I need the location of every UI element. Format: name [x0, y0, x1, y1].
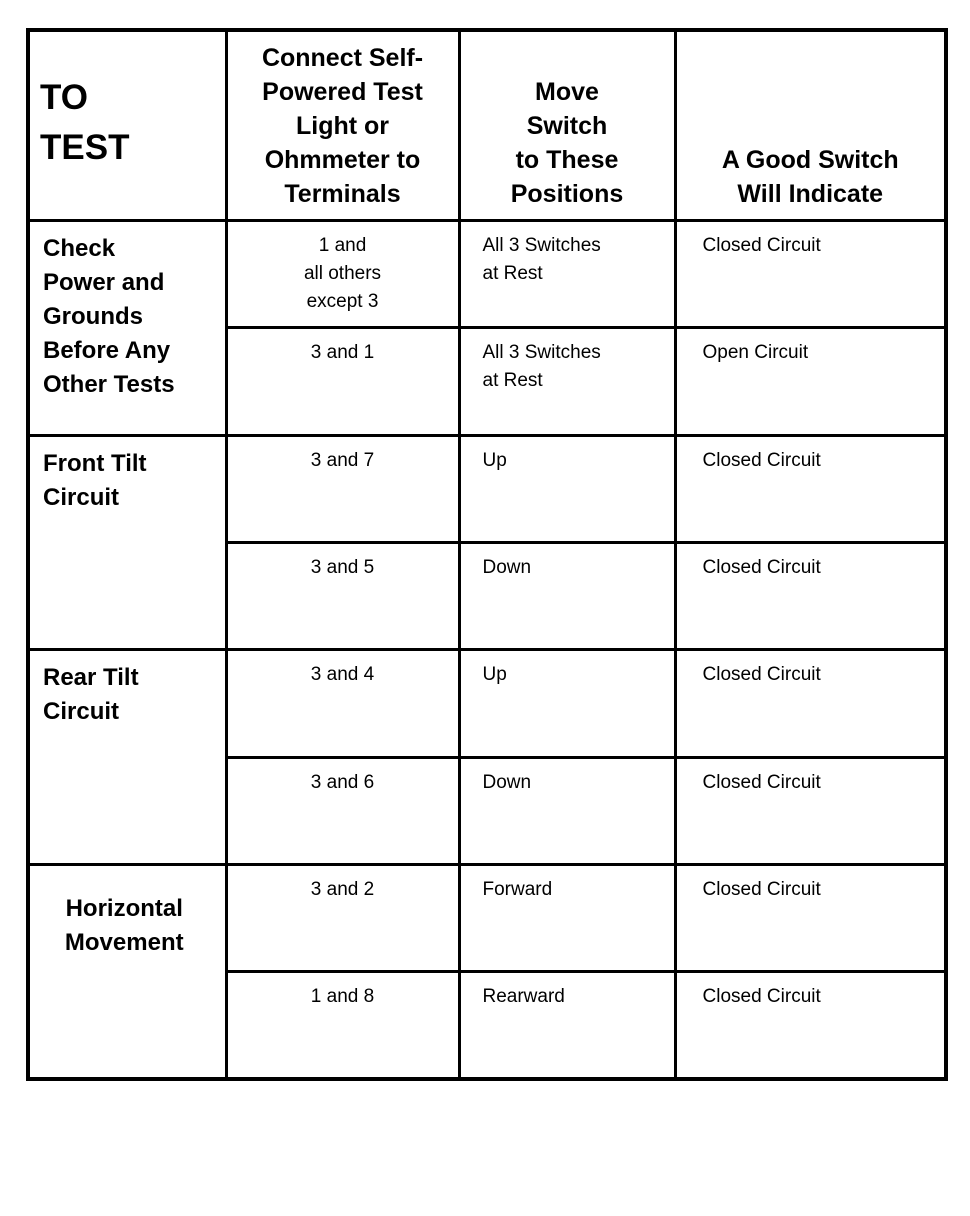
header-text-line: to These: [515, 146, 619, 175]
header-text-line: TEST: [40, 127, 130, 167]
header-text-line: Powered Test: [262, 78, 423, 107]
terminals-line: except 3: [306, 291, 379, 313]
header-row: [28, 30, 946, 221]
header-text-line: Switch: [526, 112, 608, 141]
group-label-line: Movement: [64, 928, 184, 956]
indication-cell: Closed Circuit: [675, 972, 946, 1079]
header-text-line: Will Indicate: [737, 180, 884, 209]
group-label-line: Circuit: [43, 698, 120, 726]
indication-cell: Closed Circuit: [675, 221, 946, 328]
group-label-line: Power and: [43, 269, 165, 297]
header-text-line: TO: [40, 77, 88, 117]
terminals-cell: [226, 328, 459, 435]
header-terminals: [226, 30, 459, 221]
group-label-line: Before Any: [43, 337, 171, 365]
header-text-line: Ohmmeter to: [264, 146, 421, 175]
group-label-line: Check: [43, 235, 116, 263]
position-cell: [459, 221, 675, 328]
table-row: [28, 650, 946, 757]
terminals-line: 3 and 5: [310, 556, 375, 578]
terminals-line: 1 and: [318, 235, 367, 257]
position-line: Rearward: [482, 986, 565, 1008]
position-line: Up: [482, 449, 507, 471]
position-cell: [459, 435, 675, 542]
group-label-line: Rear Tilt: [43, 664, 139, 692]
group-label-front-tilt: [28, 435, 226, 650]
terminals-line: 3 and 4: [310, 664, 375, 686]
group-label-line: Circuit: [43, 483, 120, 511]
terminals-line: all others: [303, 263, 382, 285]
header-text-line: A Good Switch: [721, 146, 899, 175]
position-line: at Rest: [482, 370, 543, 392]
header-text-line: Positions: [510, 180, 624, 209]
indication-cell: Closed Circuit: [675, 864, 946, 971]
position-line: Up: [482, 664, 507, 686]
table-row: [28, 221, 946, 328]
group-label-horizontal-movement: [28, 864, 226, 1079]
terminals-cell: [226, 221, 459, 328]
position-cell: [459, 542, 675, 649]
terminals-line: 3 and 1: [310, 342, 375, 364]
indication-cell: Closed Circuit: [675, 757, 946, 864]
terminals-cell: [226, 542, 459, 649]
terminals-line: 3 and 2: [310, 878, 375, 900]
position-cell: [459, 650, 675, 757]
terminals-line: 3 and 6: [310, 771, 375, 793]
table-row: [28, 435, 946, 542]
position-cell: [459, 972, 675, 1079]
group-label-line: Other Tests: [43, 371, 175, 399]
group-label-check-power: [28, 221, 226, 436]
group-label-line: Horizontal: [65, 894, 183, 922]
header-to-test: [28, 30, 226, 221]
table-row: [28, 864, 946, 971]
position-cell: [459, 328, 675, 435]
position-cell: [459, 864, 675, 971]
header-text-line: Terminals: [284, 180, 401, 209]
group-label-line: Front Tilt: [43, 449, 147, 477]
indication-cell: Open Circuit: [675, 328, 946, 435]
terminals-cell: [226, 435, 459, 542]
header-indication: [675, 30, 946, 221]
position-line: at Rest: [482, 263, 543, 285]
indication-cell: Closed Circuit: [675, 650, 946, 757]
terminals-line: 1 and 8: [310, 986, 375, 1008]
terminals-line: 3 and 7: [310, 449, 375, 471]
terminals-cell: [226, 650, 459, 757]
position-cell: [459, 757, 675, 864]
position-line: Down: [482, 771, 532, 793]
terminals-cell: [226, 972, 459, 1079]
terminals-cell: [226, 757, 459, 864]
group-label-line: Grounds: [43, 303, 143, 331]
position-line: All 3 Switches: [482, 235, 601, 257]
group-label-rear-tilt: [28, 650, 226, 865]
indication-cell: Closed Circuit: [675, 435, 946, 542]
position-line: Down: [482, 556, 532, 578]
switch-test-table: [26, 28, 948, 1081]
position-line: Forward: [482, 878, 553, 900]
header-text-line: Light or: [295, 112, 390, 141]
header-text-line: Move: [535, 78, 599, 107]
indication-cell: Closed Circuit: [675, 542, 946, 649]
header-positions: [459, 30, 675, 221]
header-text-line: Connect Self-: [261, 44, 424, 73]
terminals-cell: [226, 864, 459, 971]
position-line: All 3 Switches: [482, 342, 601, 364]
